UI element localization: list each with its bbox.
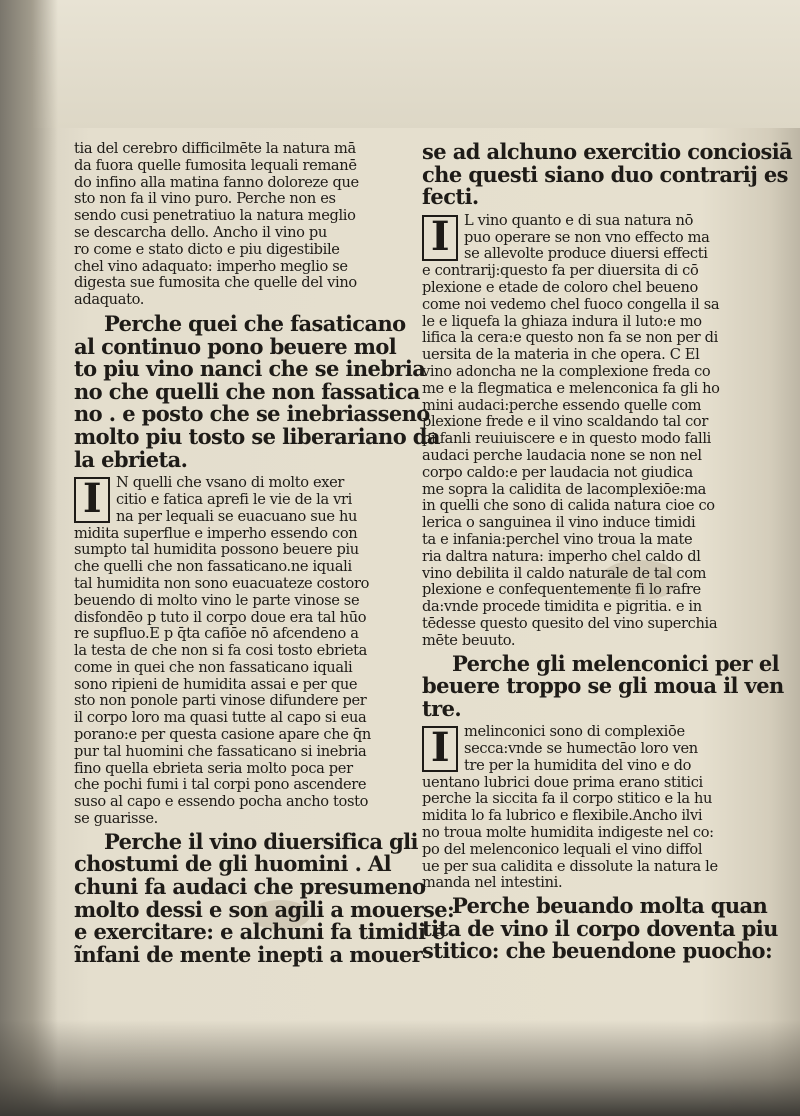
text-line: ro come e stato dicto e piu digestibile bbox=[74, 240, 340, 258]
text-line: come noi vedemo chel fuoco congella il sa bbox=[422, 295, 720, 313]
text-line: se descarcha dello. Ancho il vino pu bbox=[74, 223, 327, 241]
text-line: chel vino adaquato: imperho meglio se bbox=[74, 257, 348, 275]
question-heading bbox=[74, 310, 440, 472]
text-line: molto piu tosto se liberariano da bbox=[74, 423, 440, 449]
text-line: na per lequali se euacuano sue hu bbox=[116, 507, 358, 525]
text-line: perche la siccita fa il corpo stitico e la hu bbox=[422, 790, 713, 808]
text-line: il corpo loro ma quasi tutte al capo si eua bbox=[74, 709, 367, 727]
text-line: po del melenconico lequali el vino diffol bbox=[422, 840, 703, 858]
text-line: uentano lubrici doue prima erano stitici bbox=[422, 773, 703, 791]
text-line: me sopra la calidita de lacomplexiōe:ma bbox=[422, 480, 707, 498]
drop-cap: I bbox=[422, 215, 458, 261]
text-line: in quelli che sono di calida natura cioe co bbox=[422, 497, 715, 515]
drop-cap: I bbox=[74, 477, 110, 523]
text-line: sono ripieni de humidita assai e per que bbox=[74, 675, 358, 693]
text-line: sumpto tal humidita possono beuere piu bbox=[74, 541, 359, 559]
paragraph-with-initial bbox=[422, 724, 740, 774]
text-line: re supfluo.E p q̄ta cafiōe nō afcendeno a bbox=[74, 625, 359, 643]
text-line: tita de vino il corpo doventa piu bbox=[422, 915, 778, 941]
text-line: sto non ponole parti vinose difundere per bbox=[74, 692, 367, 710]
text-line: plexione e confequentemente fi lo rafre bbox=[422, 581, 701, 599]
drop-cap: I bbox=[422, 726, 458, 772]
text-line: secca:vnde se humectāo loro ven bbox=[464, 740, 698, 758]
text-line: pi fanli reuiuiscere e in questo modo falli bbox=[422, 430, 712, 448]
text-line: uersita de la materia in che opera. C El bbox=[422, 346, 700, 364]
text-line: pur tal huomini che fassaticano si inebria bbox=[74, 742, 367, 760]
text-line: melinconici sono di complexiōe bbox=[464, 723, 685, 741]
text-line: suso al capo e essendo pocha ancho tosto bbox=[74, 793, 369, 811]
text-line: disfondēo p tuto il corpo doue era tal hūo bbox=[74, 608, 367, 626]
text-line: come in quei che non fassaticano iquali bbox=[74, 658, 353, 676]
text-line: lifica la cera:e questo non fa se non per di bbox=[422, 329, 718, 347]
text-line: mini audaci:perche essendo quelle com bbox=[422, 396, 702, 414]
text-line: sendo cusi penetratiuo la natura meglio bbox=[74, 207, 356, 225]
paragraph bbox=[74, 141, 404, 309]
text-line: stitico: che beuendone puocho: bbox=[422, 938, 773, 964]
text-line: chostumi de gli huomini . Al bbox=[74, 851, 392, 877]
text-line: audaci perche laudacia none se non nel bbox=[422, 446, 702, 464]
text-line: Perche gli melenconici per el bbox=[452, 650, 779, 676]
text-line: tēdesse questo quesito del vino superchia bbox=[422, 614, 718, 632]
text-line: la testa de che non si fa cosi tosto ebrieta bbox=[74, 642, 368, 660]
text-line: Perche beuando molta quan bbox=[452, 893, 768, 919]
text-line: e contrarij:questo fa per diuersita di cō bbox=[422, 262, 699, 280]
text-line: porano:e per questa casione apare che q̄n bbox=[74, 726, 371, 744]
text-line: tre per la humidita del vino e do bbox=[464, 756, 692, 774]
text-line: da:vnde procede timidita e pigritia. e in bbox=[422, 598, 702, 616]
text-line: la ebrieta. bbox=[74, 446, 188, 472]
text-line: da fuora quelle fumosita lequali remanē bbox=[74, 156, 357, 174]
text-line: mēte beuuto. bbox=[422, 631, 516, 649]
paragraph bbox=[422, 263, 740, 649]
text-line: me e la flegmatica e melenconica fa gli ho bbox=[422, 379, 720, 397]
text-line: beuendo di molto vino le parte vinose se bbox=[74, 591, 360, 609]
text-line: Perche il vino diuersifica gli bbox=[104, 828, 418, 854]
text-line: se ad alchuno exercitio conciosiā bbox=[422, 139, 793, 164]
text-line: ria daltra natura: imperho chel caldo dl bbox=[422, 547, 701, 565]
paragraph bbox=[74, 526, 404, 828]
text-line: ue per sua calidita e dissolute la natura le bbox=[422, 857, 718, 875]
text-line: tia del cerebro difficilmēte la natura mā bbox=[74, 140, 356, 157]
text-line: che questi siano duo contrarij es bbox=[422, 161, 788, 187]
text-line: ta e infania:perchel vino troua la mate bbox=[422, 530, 693, 548]
text-line: do infino alla matina fanno doloreze que bbox=[74, 173, 359, 191]
paragraph-with-initial bbox=[74, 475, 404, 525]
question-heading bbox=[74, 828, 455, 967]
text-line: fino quella ebrieta seria molto poca per bbox=[74, 759, 353, 777]
text-line: plexione e etade de coloro chel beueno bbox=[422, 278, 698, 296]
bottom-shadow bbox=[0, 1020, 800, 1116]
text-line: tre. bbox=[422, 695, 462, 721]
text-line: e exercitare: e alchuni fa timidi e bbox=[74, 919, 445, 945]
top-margin bbox=[0, 0, 800, 128]
text-line: le e liquefa la ghiaza indura il luto:e mo bbox=[422, 312, 702, 330]
text-line: beuere troppo se gli moua il ven bbox=[422, 673, 784, 699]
text-line: corpo caldo:e per laudacia not giudica bbox=[422, 463, 693, 481]
paragraph bbox=[422, 775, 740, 893]
text-line: se allevolte produce diuersi effecti bbox=[464, 245, 708, 263]
text-line: Perche quei che fasaticano bbox=[104, 310, 406, 336]
right-column bbox=[422, 139, 793, 964]
text-line: sto non fa il vino puro. Perche non es bbox=[74, 190, 336, 208]
text-line: vino adoncha ne la complexione freda co bbox=[422, 362, 711, 380]
text-line: fecti. bbox=[422, 184, 479, 210]
text-line: no troua molte humidita indigeste nel co: bbox=[422, 824, 714, 842]
text-line: che pochi fumi i tal corpi pono ascendere bbox=[74, 776, 367, 794]
text-line: L vino quanto e di sua natura nō bbox=[464, 211, 694, 229]
question-heading-continued bbox=[422, 139, 793, 210]
binding-gutter bbox=[0, 0, 58, 1116]
text-line: no che quelli che non fassatica bbox=[74, 378, 420, 404]
paragraph-with-initial bbox=[422, 213, 740, 263]
text-line: no . e posto che se inebriasseno bbox=[74, 401, 430, 427]
text-line: N quelli che vsano di molto exer bbox=[116, 474, 345, 492]
text-line: citio e fatica aprefi le vie de la vri bbox=[116, 490, 352, 508]
text-line: chuni fa audaci che presumeno bbox=[74, 874, 426, 900]
text-line: plexione frede e il vino scaldando tal cor bbox=[422, 413, 708, 431]
text-line: che quelli che non fassaticano.ne iquali bbox=[74, 558, 352, 576]
text-line: al continuo pono beuere mol bbox=[74, 333, 397, 359]
text-line: molto dessi e son agili a mouerse: bbox=[74, 896, 455, 922]
text-line: puo operare se non vno effecto ma bbox=[464, 228, 710, 246]
question-heading bbox=[422, 893, 778, 964]
text-line: ĩnfani de mente inepti a mouer bbox=[74, 941, 423, 967]
text-line: tal humidita non sono euacuateze costoro bbox=[74, 574, 370, 592]
text-line: vino debilita il caldo naturale de tal com bbox=[422, 564, 707, 582]
text-line: adaquato. bbox=[74, 291, 145, 309]
text-line: midita lo fa lubrico e flexibile.Ancho ilvi bbox=[422, 807, 703, 825]
text-line: midita superflue e imperho essendo con bbox=[74, 524, 358, 542]
text-line: manda nel intestini. bbox=[422, 874, 563, 892]
text-line: digesta sue fumosita che quelle del vino bbox=[74, 274, 357, 292]
text-line: to piu vino nanci che se inebria bbox=[74, 356, 426, 382]
text-line: se guarisse. bbox=[74, 810, 158, 828]
text-line: lerica o sanguinea il vino induce timidi bbox=[422, 514, 696, 532]
question-heading bbox=[422, 650, 784, 721]
